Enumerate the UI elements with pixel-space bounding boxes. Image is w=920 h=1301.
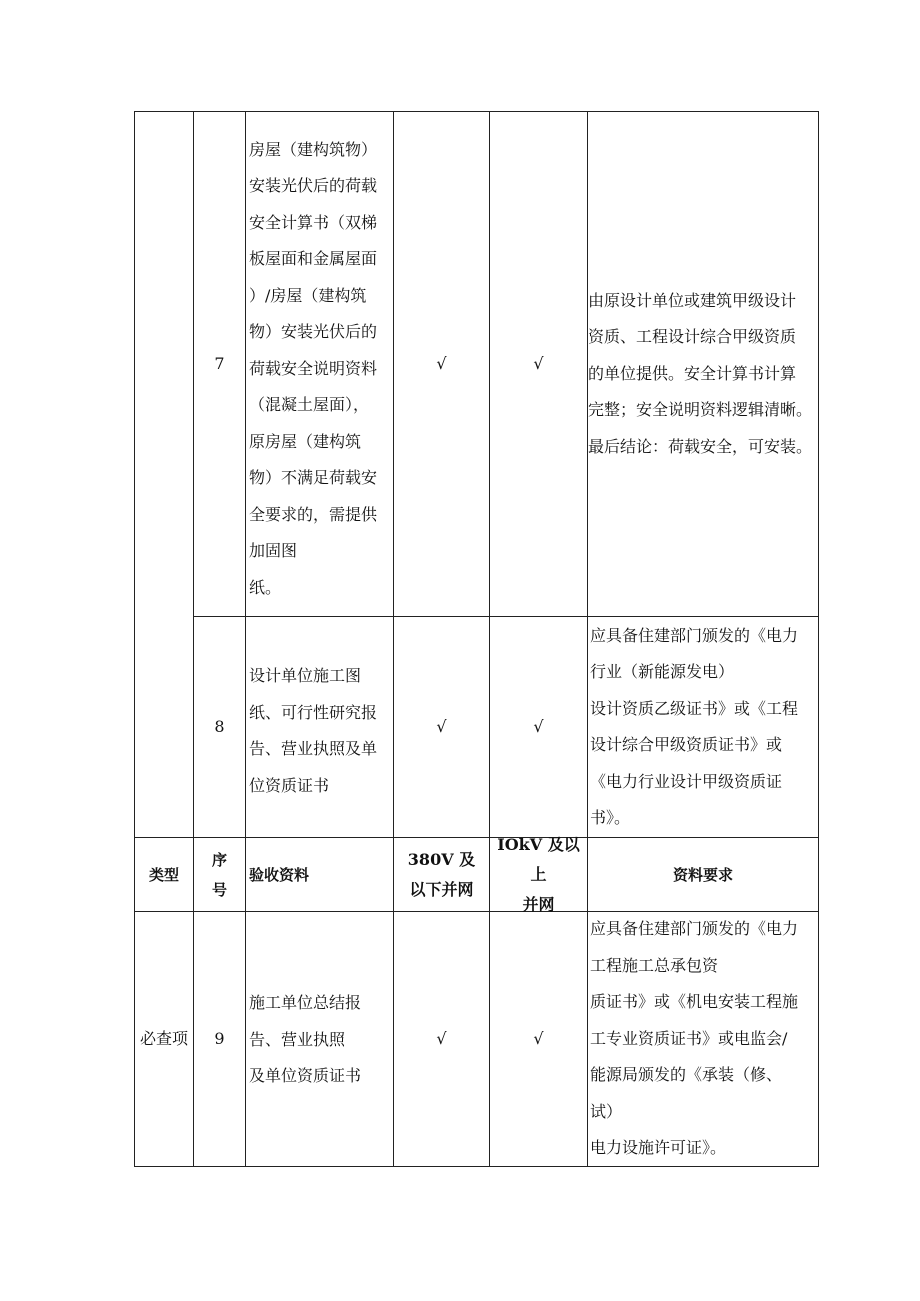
header-10kv-label: IOkV 及以上 并网 <box>497 834 580 914</box>
seq-value: 7 <box>214 354 225 373</box>
header-380v <box>394 838 489 911</box>
row-7-10kv <box>490 112 587 616</box>
row-8-materials <box>246 617 393 837</box>
checkmark-icon: √ <box>533 1029 544 1048</box>
row-9-category <box>135 912 193 1166</box>
checkmark-icon: √ <box>436 717 447 736</box>
table-border-right <box>818 111 819 1167</box>
requirements-text: 应具备住建部门颁发的《电力 工程施工总承包资 质证书》或《机电安装工程施 工专业资质证书》或电监会/ 能源局颁发的《承装（修、 试） 电力设施许可证》。 <box>590 919 799 1158</box>
row-7-seq <box>194 112 245 616</box>
row-8-380v <box>394 617 489 837</box>
materials-text: 房屋（建构筑物） 安装光伏后的荷载 安全计算书（双梯 板屋面和金属屋面 ）/房屋（建构筑 物）安装光伏后的 荷载安全说明资料 （混凝土屋面）， 原房屋（建构筑 物）不满足荷载安 全要求的，需提供 加固图 纸。 <box>249 139 378 597</box>
row-7-requirements <box>588 112 818 616</box>
header-type-label: 类型 <box>148 865 179 884</box>
row-9-seq <box>194 912 245 1166</box>
acceptance-table <box>134 111 819 1167</box>
seq-value: 8 <box>214 717 225 736</box>
row-9-materials <box>246 912 393 1166</box>
requirements-text: 应具备住建部门颁发的《电力 行业（新能源发电） 设计资质乙级证书》或《工程 设计综合甲级资质证书》或 《电力行业设计甲级资质证 书》。 <box>590 625 799 827</box>
header-10kv <box>490 834 587 914</box>
row-9-requirements <box>588 912 818 1166</box>
header-type <box>135 838 193 911</box>
row-8-10kv <box>490 617 587 837</box>
row-9-380v <box>394 912 489 1166</box>
row-7-materials <box>246 112 393 616</box>
materials-text: 施工单位总结报 告、营业执照 及单位资质证书 <box>249 993 362 1086</box>
seq-value: 9 <box>214 1029 225 1048</box>
checkmark-icon: √ <box>436 1029 447 1048</box>
header-requirements <box>588 838 818 911</box>
row-7-380v <box>394 112 489 616</box>
checkmark-icon: √ <box>533 717 544 736</box>
header-materials-label: 验收资料 <box>249 865 310 884</box>
checkmark-icon: √ <box>533 354 544 373</box>
header-seq-label: 序 号 <box>211 850 227 899</box>
header-materials <box>246 838 393 911</box>
row-9-10kv <box>490 912 587 1166</box>
header-requirements-label: 资料要求 <box>672 865 733 884</box>
header-380v-label: 380V 及 以下并网 <box>407 849 476 899</box>
header-seq <box>194 838 245 911</box>
category-value: 必查项 <box>139 1029 188 1048</box>
requirements-text: 由原设计单位或建筑甲级设计 资质、工程设计综合甲级资质 的单位提供。安全计算书计算 完整；安全说明资料逻辑清晰。 最后结论：荷载安全，可安装。 <box>588 290 813 456</box>
materials-text: 设计单位施工图 纸、可行性研究报 告、营业执照及单 位资质证书 <box>249 666 378 795</box>
row-8-seq <box>194 617 245 837</box>
checkmark-icon: √ <box>436 354 447 373</box>
row-8-requirements <box>588 617 818 837</box>
